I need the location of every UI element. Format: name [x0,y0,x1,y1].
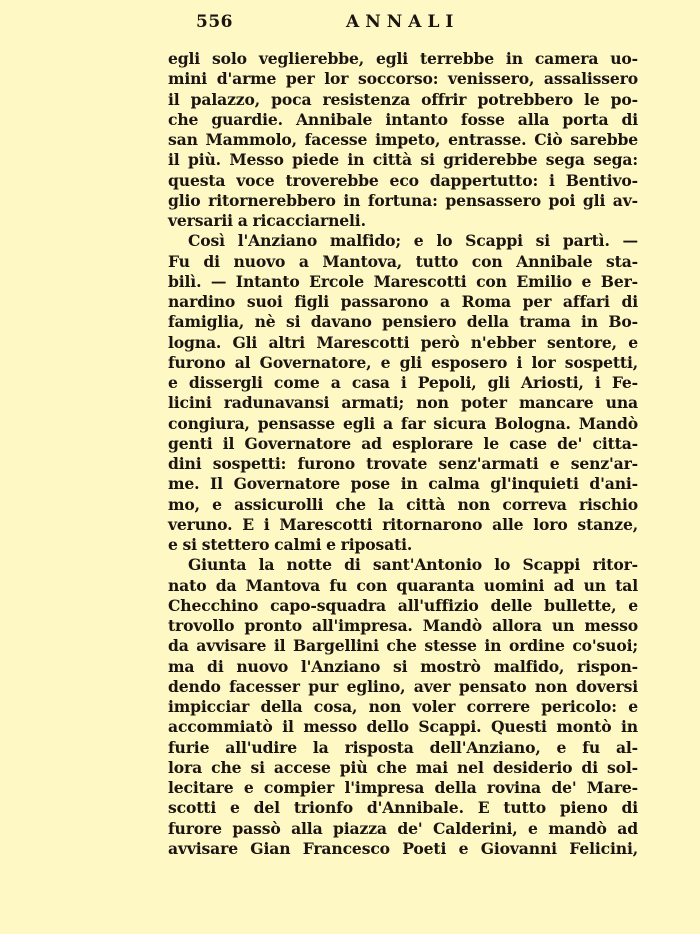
running-title: ANNALI [346,12,460,32]
text-line: genti il Governatore ad esplorare le case de' citta- [168,433,638,453]
text-line: il palazzo, poca resistenza offrir potrebbero le po- [168,89,638,109]
text-line: trovollo pronto all'impresa. Mandò allora un messo [168,616,638,635]
page-header [170,12,640,40]
text-line: nato da Mantova fu con quaranta uomini ad un tal [168,575,638,595]
text-line: che guardie. Annibale intanto fosse alla porta di [168,109,638,129]
text-line: dendo facesser pur eglino, aver pensato non doversi [168,676,638,696]
text-line: ma di nuovo l'Anziano si mostrò malfido, rispon- [168,656,638,676]
text-line: san Mammolo, facesse impeto, entrasse. Ciò sarebbe [168,130,638,149]
text-line: mini d'arme per lor soccorso: venissero, assalissero [168,69,638,89]
text-line: Checchino capo-squadra all'uffizio delle bullette, e [168,595,638,615]
text-line: e si stettero calmi e riposati. [168,535,413,554]
text-line: logna. Gli altri Marescotti però n'ebber sentore, e [168,332,638,352]
text-line: furore passò alla piazza de' Calderini, e mandò ad [168,818,638,838]
text-line: questa voce troverebbe eco dappertutto: i Bentivo- [168,170,638,190]
text-line: furono al Governatore, e gli esposero i lor sospetti, [168,352,638,372]
text-line: bilì. — Intanto Ercole Marescotti con Emilio e Ber- [168,271,638,291]
text-line: congiura, pensasse egli a far sicura Bologna. Mandò [168,413,638,433]
text-line: famiglia, nè si davano pensiero della trama in Bo- [168,312,638,332]
paragraph-first-line: Giunta la notte di sant'Antonio lo Scappi ritor- [188,555,638,575]
text-line: da avvisare il Bargellini che stesse in ordine co'suoi; [168,636,638,656]
text-line: me. Il Governatore pose in calma gl'inquieti d'ani- [168,474,638,494]
text-line: Fu di nuovo a Mantova, tutto con Annibale sta- [168,251,638,271]
text-line: veruno. E i Marescotti ritornarono alle loro stanze, [168,514,638,534]
text-line: furie all'udire la risposta dell'Anziano, e fu al- [168,737,638,757]
text-line: scotti e del trionfo d'Annibale. E tutto pieno di [168,798,638,818]
text-line: egli solo veglierebbe, egli terrebbe in camera uo- [168,49,638,68]
text-line: lecitare e compier l'impresa della rovina de' Mare- [168,778,638,797]
paragraph-first-line: Così l'Anziano malfido; e lo Scappi si partì. — [188,231,638,251]
text-line: e dissergli come a casa i Pepoli, gli Ariosti, i Fe- [168,373,638,392]
text-line: licini radunavansi armati; non poter mancare una [168,393,638,413]
body-text [168,49,638,859]
text-line: glio ritornerebbero in fortuna: pensassero poi gli av- [168,190,638,210]
text-line: versarii a ricacciarneli. [168,211,366,230]
text-line: lora che si accese più che mai nel desiderio di sol- [168,757,638,777]
text-line: nardino suoi figli passarono a Roma per affari di [168,292,638,311]
text-line: il più. Messo piede in città si griderebbe sega sega: [168,150,638,170]
text-line: avvisare Gian Francesco Poeti e Giovanni Felicini, [168,838,638,858]
page-number: 556 [196,12,233,32]
text-line: dini sospetti: furono trovate senz'armati e senz'ar- [168,454,638,473]
text-line: impicciar della cosa, non voler correre pericolo: e [168,697,638,716]
text-line: mo, e assicurolli che la città non correva rischio [168,494,638,514]
text-line: accommiatò il messo dello Scappi. Questi montò in [168,717,638,737]
